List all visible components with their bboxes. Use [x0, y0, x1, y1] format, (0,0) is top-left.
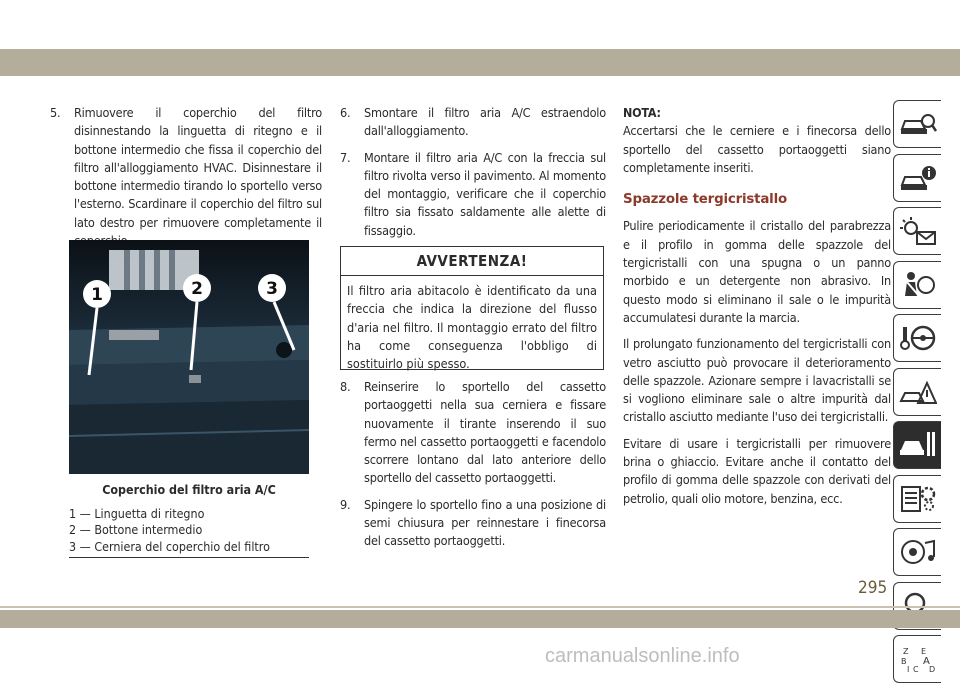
tab-multimedia[interactable] [893, 528, 941, 576]
tab-emergency[interactable] [893, 368, 941, 416]
warning-title: AVVERTENZA! [341, 247, 603, 276]
step-number: 7. [340, 149, 351, 165]
step-text: Montare il filtro aria A/C con la freccia sul filtro rivolta verso il pavimento. Al momento del montaggio, verificare che il coperchio filtro sia fissato saldamente alle alette di fissaggio. [364, 149, 606, 238]
step-text: Rimuovere il coperchio del filtro disinnestando la linguetta di ritegno e il bottone intermedio che fissa il coperchio del filtro all'alloggiamento HVAC. Disinnestare il bottone intermedio tirando lo sportello verso l'esterno. Scardinare il coperchio del filtro sul lato destro per rimuovere completamente il [74, 105, 322, 230]
callout-2 [183, 274, 211, 302]
callout-number: 1 [91, 285, 103, 305]
column-right [623, 104, 891, 516]
callout-number: 3 [266, 279, 278, 299]
step-8 [340, 378, 606, 488]
callout-1 [83, 280, 111, 308]
footer-line [0, 606, 960, 608]
tab-car-info[interactable] [893, 154, 941, 202]
header-band [0, 49, 960, 76]
tab-car-search[interactable] [893, 100, 941, 148]
note-label: NOTA: [623, 105, 661, 120]
step-7 [340, 149, 606, 240]
step-number: 6. [340, 105, 351, 120]
column-middle [340, 104, 606, 240]
airbag-safety-icon [899, 270, 937, 300]
step-9 [340, 496, 606, 551]
page-number: 295 [858, 578, 888, 598]
svg-text:E: E [920, 647, 926, 656]
column-left [50, 104, 322, 250]
section-heading: Spazzole tergicristallo [623, 192, 787, 208]
svg-text:C: C [912, 665, 919, 674]
legend-item: 1 — Linguetta di ritegno [69, 506, 205, 521]
car-service-tools-icon [899, 430, 937, 460]
paragraph: Il prolungato funzionamento del tergicristalli con vetro asciutto può provocare il deterioramento delle spazzole. Azionare sempre i lavacristalli se si vogliono eliminare sale o altre impurità dal cristallo asciutto mediante l'uso dei tergicristalli. [623, 336, 891, 425]
tab-starting-driving[interactable] [893, 314, 941, 362]
step-text: Spingere lo sportello fino a una posizione di semi chiusura per reinnestare i finecorsa del cassetto portaoggetti. [364, 496, 606, 549]
step-text: Smontare il filtro aria A/C estraendolo dall'alloggiamento. [364, 105, 606, 139]
step-number: 9. [340, 496, 351, 512]
callout-number: 2 [191, 279, 203, 299]
specifications-list-icon [899, 484, 937, 514]
steering-key-icon [899, 323, 937, 353]
figure-legend [69, 506, 309, 558]
figure-caption: Coperchio del filtro aria A/C [102, 482, 276, 497]
tab-index[interactable] [893, 635, 941, 683]
note-text: Accertarsi che le cerniere e i finecorsa dello sportello del cassetto portaoggetti siano completamente inseriti. [623, 123, 891, 175]
tab-specifications[interactable] [893, 475, 941, 523]
footer-band [0, 610, 960, 628]
step-5 [50, 104, 322, 250]
step-6 [340, 104, 606, 141]
alphabetical-index-icon [899, 644, 937, 674]
car-info-icon [899, 163, 937, 193]
svg-text:D: D [928, 665, 935, 674]
watermark: carmanualsonline.info [545, 645, 740, 667]
warning-lights-message-icon [899, 216, 937, 246]
filter-cover-illustration [69, 240, 309, 474]
svg-text:B: B [900, 657, 906, 666]
step-text: Reinserire lo sportello del cassetto portaoggetti nella sua cerniera e fissare nuovamente il tirante inserendo il suo fermo nel cassetto portaoggetti e facendolo scorrere lontano dal lato anteriore dello sportello del cassetto portaoggetti. [364, 379, 606, 486]
filter-cover-photo [69, 240, 309, 474]
legend-item: 3 — Cerniera del coperchio del filtro [69, 538, 270, 554]
paragraph: Evitare di usare i tergicristalli per rimuovere brina o ghiaccio. Evitare anche il contatto del profilo di gomma delle spazzole con derivati del petrolio, quali olio motore, benzina, ecc. [623, 435, 891, 506]
paragraph: Pulire periodicamente il cristallo del parabrezza e il profilo in gomma delle spazzole del tergicristalli con una spugna o un panno morbido e un detergente non abrasivo. In questo modo si eliminano il sale o le impurità accumulatesi durante la marcia. [623, 218, 891, 325]
step-number: 8. [340, 379, 351, 394]
tab-servicing[interactable] [893, 421, 941, 469]
car-search-icon [899, 109, 937, 139]
multimedia-music-icon [899, 537, 937, 567]
svg-text:A: A [922, 656, 930, 667]
svg-text:I: I [906, 665, 909, 674]
tab-safety[interactable] [893, 261, 941, 309]
warning-text: Il filtro aria abitacolo è identificato da una freccia che indica la direzione del flusso d'aria nel filtro. Il montaggio errato del filtro ha come conseguenza l'obbligo di sostituirlo più spesso. [347, 283, 597, 372]
roadside-warning-icon [899, 377, 937, 407]
warning-box [340, 246, 604, 370]
chapter-tabs [893, 100, 941, 689]
legend-item: 2 — Bottone intermedio [69, 522, 203, 538]
column-middle-lower [340, 378, 606, 551]
callout-3 [258, 274, 286, 302]
tab-warning-lights[interactable] [893, 207, 941, 255]
step-number: 5. [50, 105, 61, 120]
svg-text:Z: Z [902, 647, 908, 656]
